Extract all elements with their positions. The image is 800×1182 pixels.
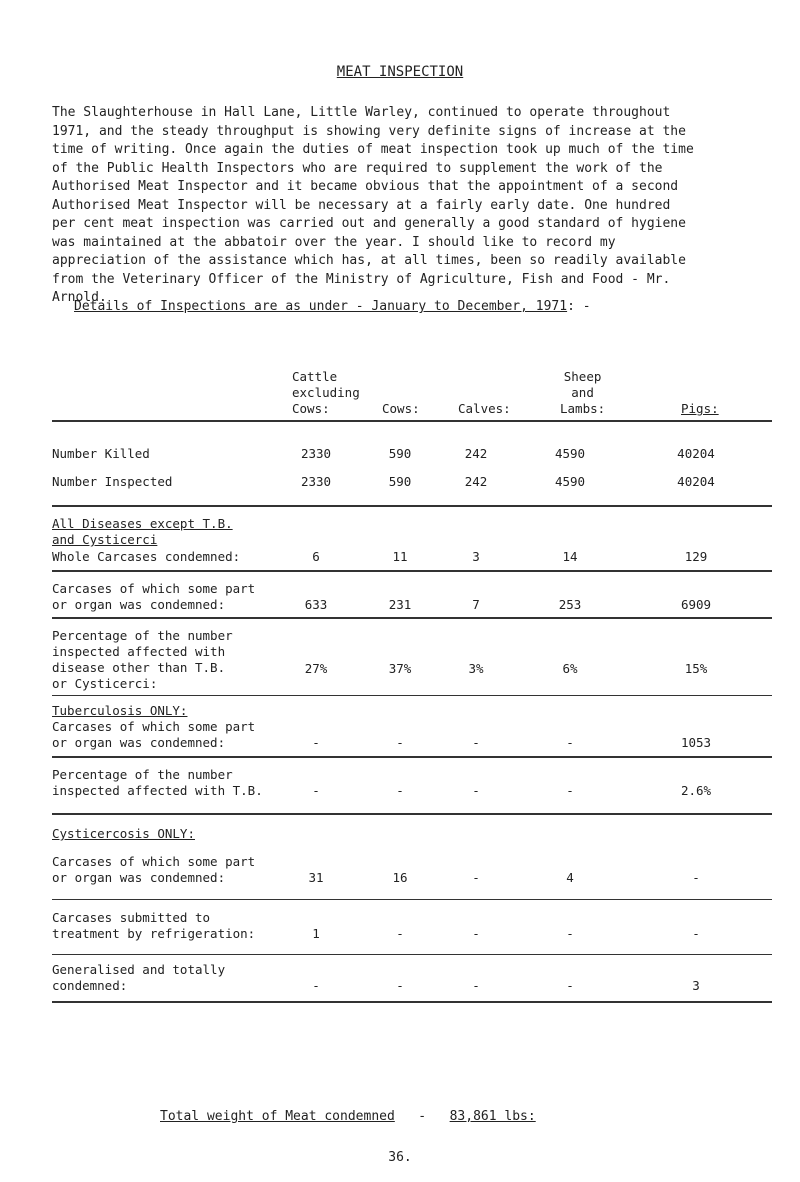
cell-refrigeration-pigs: - (692, 926, 700, 941)
rule (52, 1001, 772, 1003)
rule (52, 899, 772, 900)
row-label-cyst-part-condemned: Carcases of which some part or organ was condemned: (52, 854, 256, 885)
intro-paragraph: The Slaughterhouse in Hall Lane, Little Warley, continued to operate throughout 1971, and the steady throughput is showing very definite signs of increase at the time of writing. Once again the duties of meat inspection took up much of the time of the Public Health Inspectors who are required to supplement the work of the Authorised Meat Inspector and it became obvious that the appointment of a second Authorised Meat Inspector will be necessary at a fairly early date. One hundred per cent meat inspection was carried out and generally a good standard of hygiene was maintained at the abbatoir over the year. I should like to record my appreciation of the assistance which has, at all times, been so readily available from the Veterinary Officer of the Ministry of Agriculture, Fish and Food - Mr. Arnold. (52, 105, 694, 305)
cell-killed-pigs: 40204 (677, 446, 715, 461)
page-title: MEAT INSPECTION (336, 64, 464, 80)
header-rule (52, 420, 772, 422)
cell-refrigeration-cattle: 1 (312, 926, 320, 941)
cell-tb-percentage-calves: - (472, 783, 480, 798)
col-header-sheep: Sheep and Lambs: (560, 369, 606, 416)
col-header-cows: Cows: (382, 401, 420, 416)
cell-whole-carcases-sheep: 14 (562, 549, 578, 564)
cell-percentage-other-calves: 3% (468, 661, 484, 676)
row-label-generalised: Generalised and totally condemned: (52, 962, 226, 993)
row-label-whole-carcases: Whole Carcases condemned: (52, 549, 241, 564)
cell-whole-carcases-calves: 3 (472, 549, 480, 564)
row-label-part-condemned: Carcases of which some part or organ was condemned: (52, 581, 256, 612)
cell-part-condemned-cows: 231 (388, 597, 412, 612)
cell-part-condemned-pigs: 6909 (680, 597, 712, 612)
cell-tb-percentage-sheep: - (566, 783, 574, 798)
col-header-calves: Calves: (458, 401, 511, 416)
row-label-percentage-other: Percentage of the number inspected affected with disease other than T.B. or Cysticerci: (52, 628, 233, 691)
cell-killed-calves: 242 (464, 446, 488, 461)
page-number: 36. (388, 1150, 412, 1165)
rule (52, 954, 772, 955)
row-label-tb-percentage: Percentage of the number inspected affected with T.B. (52, 767, 263, 798)
section-heading-all-diseases: All Diseases except T.B. and Cysticerci (52, 516, 233, 547)
cell-refrigeration-calves: - (472, 926, 480, 941)
section-heading-tuberculosis: Tuberculosis ONLY: (52, 703, 188, 718)
cell-part-condemned-sheep: 253 (558, 597, 582, 612)
cell-killed-sheep: 4590 (554, 446, 586, 461)
rule (52, 813, 772, 815)
cell-generalised-cows: - (396, 978, 404, 993)
cell-inspected-cattle: 2330 (300, 474, 332, 489)
cell-percentage-other-cattle: 27% (304, 661, 328, 676)
rule (52, 617, 772, 619)
row-label-refrigeration: Carcases submitted to treatment by refrigeration: (52, 910, 256, 941)
rule (52, 505, 772, 507)
cell-whole-carcases-cows: 11 (392, 549, 408, 564)
cell-inspected-pigs: 40204 (677, 474, 715, 489)
details-heading: Details of Inspections are as under - January to December, 1971: - (74, 299, 591, 314)
rule (52, 570, 772, 572)
section-heading-cysticercosis: Cysticercosis ONLY: (52, 826, 195, 841)
cell-tb-part-calves: - (472, 735, 480, 750)
cell-cyst-part-cows: 16 (392, 870, 408, 885)
cell-killed-cattle: 2330 (300, 446, 332, 461)
cell-cyst-part-sheep: 4 (566, 870, 574, 885)
cell-cyst-part-cattle: 31 (308, 870, 324, 885)
cell-part-condemned-cattle: 633 (304, 597, 328, 612)
cell-cyst-part-pigs: - (692, 870, 700, 885)
cell-percentage-other-cows: 37% (388, 661, 412, 676)
cell-tb-percentage-cows: - (396, 783, 404, 798)
cell-percentage-other-pigs: 15% (684, 661, 708, 676)
cell-cyst-part-calves: - (472, 870, 480, 885)
cell-generalised-cattle: - (312, 978, 320, 993)
cell-inspected-sheep: 4590 (554, 474, 586, 489)
cell-refrigeration-sheep: - (566, 926, 574, 941)
rule (52, 756, 772, 758)
cell-whole-carcases-pigs: 129 (684, 549, 708, 564)
row-label-inspected: Number Inspected (52, 474, 173, 489)
cell-generalised-pigs: 3 (692, 978, 700, 993)
cell-tb-percentage-cattle: - (312, 783, 320, 798)
cell-tb-part-cows: - (396, 735, 404, 750)
rule (52, 695, 772, 696)
cell-inspected-calves: 242 (464, 474, 488, 489)
cell-killed-cows: 590 (388, 446, 412, 461)
row-label-killed: Number Killed (52, 446, 150, 461)
cell-inspected-cows: 590 (388, 474, 412, 489)
cell-tb-part-pigs: 1053 (680, 735, 712, 750)
cell-tb-part-sheep: - (566, 735, 574, 750)
col-header-pigs: Pigs: (681, 401, 719, 416)
col-header-cattle: Cattle excluding Cows: (292, 369, 360, 416)
cell-tb-part-cattle: - (312, 735, 320, 750)
cell-tb-percentage-pigs: 2.6% (680, 783, 712, 798)
cell-generalised-sheep: - (566, 978, 574, 993)
cell-refrigeration-cows: - (396, 926, 404, 941)
row-label-tb-part-condemned: Carcases of which some part or organ was condemned: (52, 719, 256, 750)
cell-part-condemned-calves: 7 (472, 597, 480, 612)
total-weight-line: Total weight of Meat condemned - 83,861 lbs: (160, 1109, 536, 1124)
cell-whole-carcases-cattle: 6 (312, 549, 320, 564)
cell-percentage-other-sheep: 6% (562, 661, 578, 676)
cell-generalised-calves: - (472, 978, 480, 993)
